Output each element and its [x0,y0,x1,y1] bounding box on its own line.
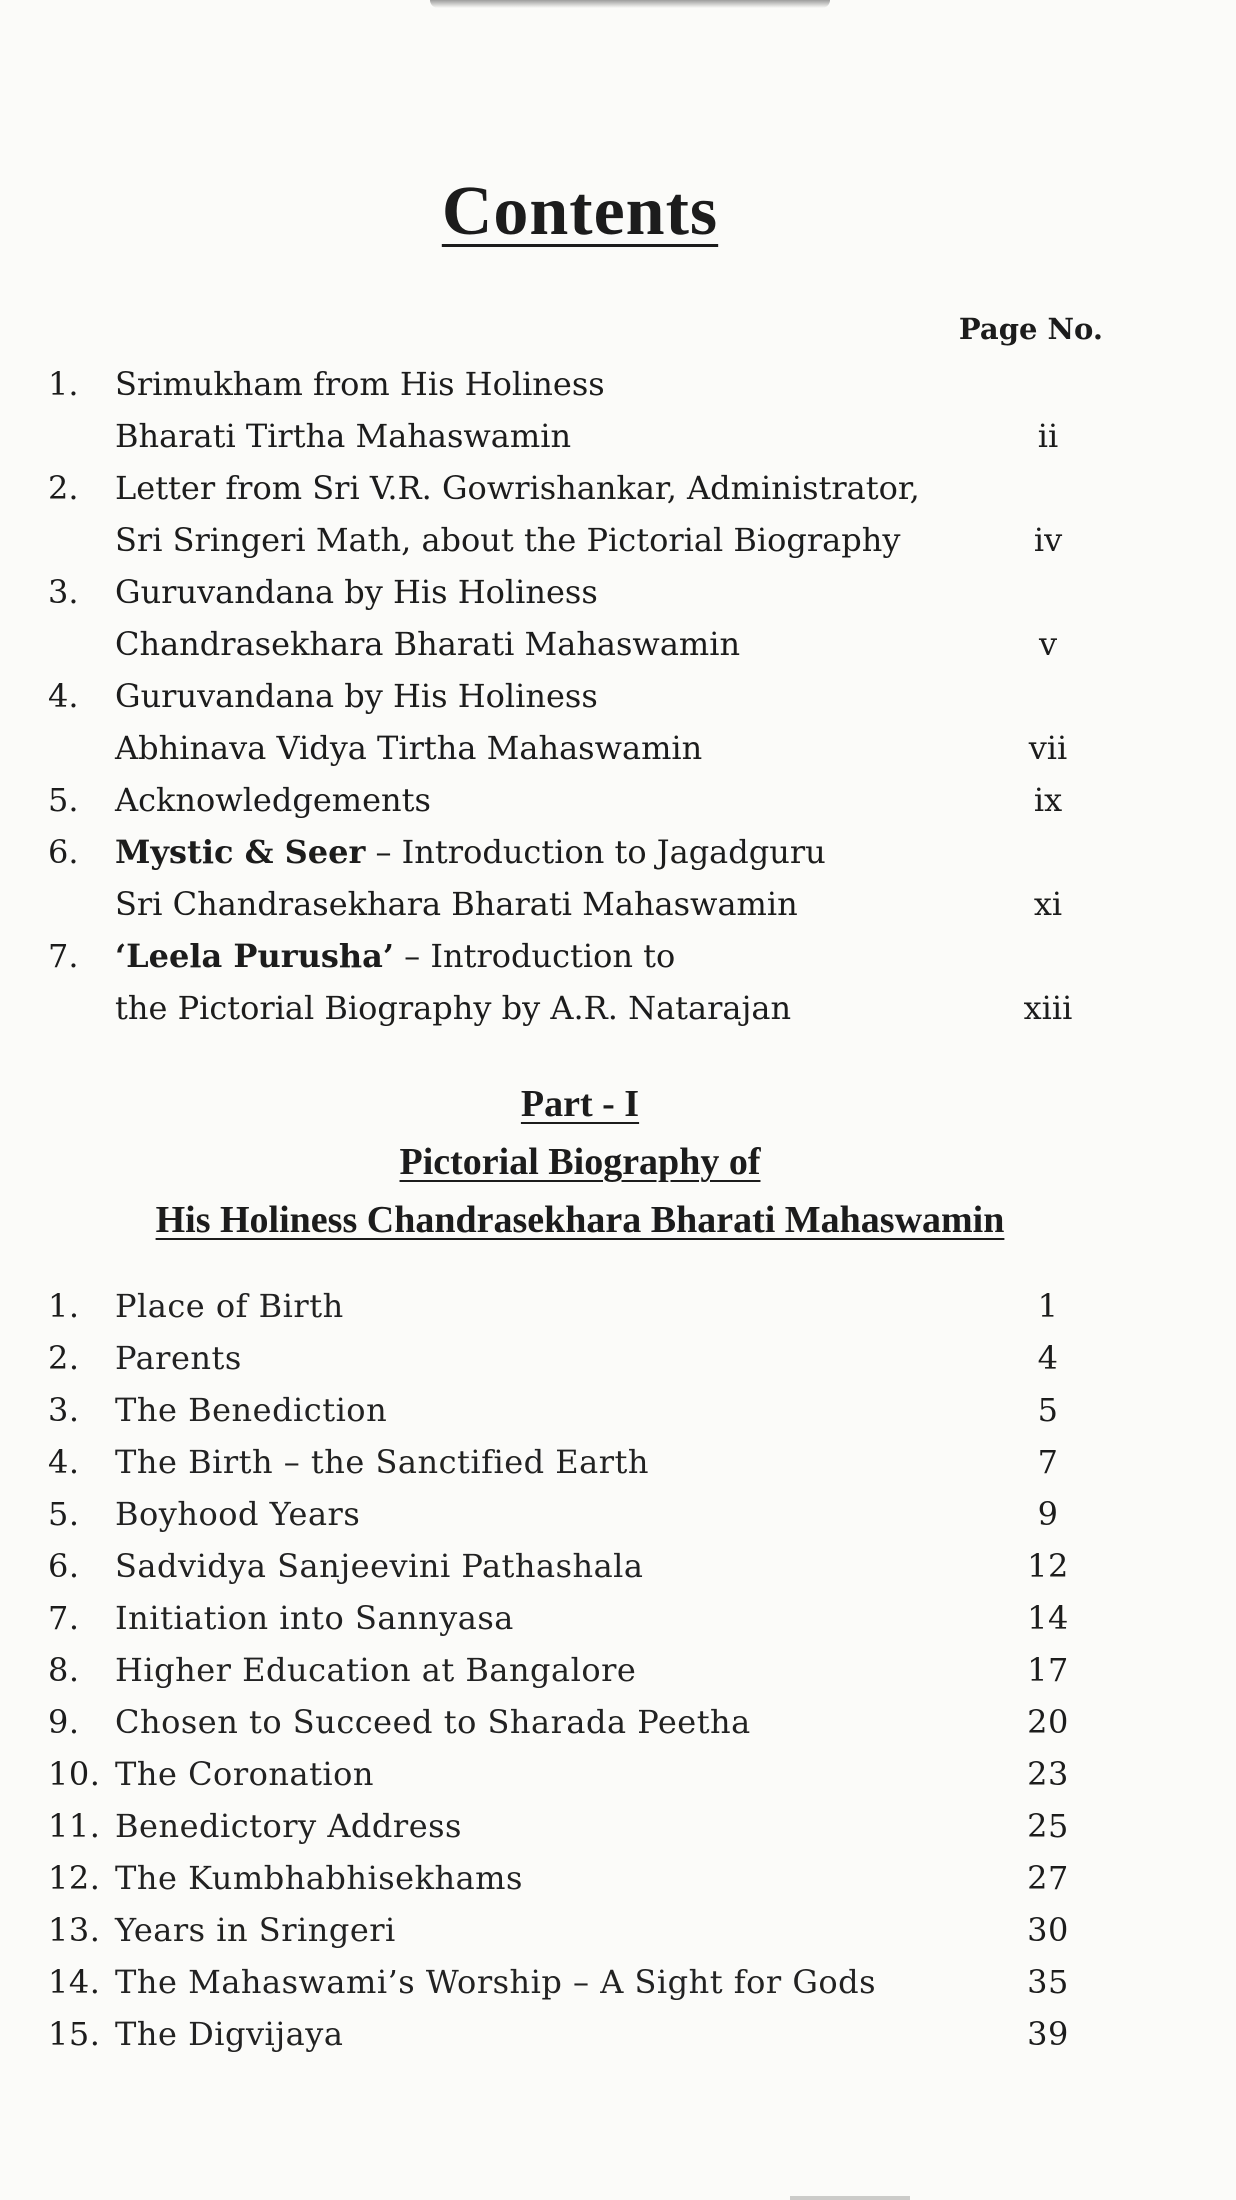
toc-entry [0,1540,1236,1592]
entry-number: 7. [48,937,79,975]
entry-number: 2. [48,469,79,507]
entry-title: Guruvandana by His Holiness [115,677,598,715]
entry-page: 23 [1027,1755,1069,1793]
entry-number: 2. [48,1339,80,1377]
entry-title: The Kumbhabhisekhams [115,1859,523,1897]
entry-title: The Mahaswami’s Worship – A Sight for Gods [115,1963,877,2001]
entry-title: Letter from Sri V.R. Gowrishankar, Administrator, [115,469,920,507]
page-edge-shadow [430,0,830,8]
entry-page: ii [1037,417,1059,455]
entry-number: 12. [48,1859,101,1897]
entry-number: 4. [48,677,79,715]
entry-page: 1 [1037,1287,1059,1325]
part1-list [0,1280,1236,2060]
entry-page: 35 [1027,1963,1069,2001]
toc-entry-continued [0,722,1236,774]
entry-page: vii [1028,729,1068,767]
entry-page: 5 [1037,1391,1059,1429]
entry-title-rest: – Introduction to Jagadguru [365,833,826,871]
toc-entry [0,1384,1236,1436]
entry-page: 30 [1027,1911,1069,1949]
toc-entry [0,1644,1236,1696]
toc-entry [0,566,1236,618]
entry-page: xi [1033,885,1063,923]
toc-entry [0,1280,1236,1332]
entry-title: Place of Birth [115,1287,344,1325]
entry-title: Bharati Tirtha Mahaswamin [115,417,572,455]
toc-entry [0,826,1236,878]
entry-title [115,826,826,878]
entry-title: The Birth – the Sanctified Earth [115,1443,649,1481]
entry-page: 20 [1027,1703,1069,1741]
entry-page: v [1038,625,1058,663]
entry-title: the Pictorial Biography by A.R. Natarajan [115,989,792,1027]
entry-page: 39 [1027,2015,1069,2053]
entry-page: 9 [1037,1495,1059,1533]
toc-entry-continued [0,878,1236,930]
toc-entry [0,1852,1236,1904]
entry-page: 14 [1027,1599,1069,1637]
entry-number: 13. [48,1911,101,1949]
toc-entry [0,358,1236,410]
entry-title: Chandrasekhara Bharati Mahaswamin [115,625,741,663]
toc-entry [0,1800,1236,1852]
part-heading-name: His Holiness Chandrasekhara Bharati Mahaswamin [155,1199,1005,1241]
entry-page: 17 [1027,1651,1069,1689]
entry-title: Acknowledgements [115,781,431,819]
entry-title-bold: Mystic & Seer [115,833,366,871]
page-edge-shadow [790,2196,910,2200]
entry-number: 14. [48,1963,101,2001]
front-matter-list [0,358,1236,1034]
entry-page: 4 [1037,1339,1059,1377]
entry-title: Abhinava Vidya Tirtha Mahaswamin [115,729,703,767]
entry-page: 12 [1027,1547,1069,1585]
entry-page: 7 [1037,1443,1059,1481]
entry-page: 27 [1027,1859,1069,1897]
entry-title: Parents [115,1339,242,1377]
toc-entry [0,1748,1236,1800]
toc-entry [0,1696,1236,1748]
entry-title: Sri Sringeri Math, about the Pictorial Biography [115,521,901,559]
toc-entry [0,930,1236,982]
toc-entry-continued [0,514,1236,566]
entry-number: 4. [48,1443,80,1481]
entry-title: The Coronation [115,1755,375,1793]
entry-title: Chosen to Succeed to Sharada Peetha [115,1703,751,1741]
toc-entry [0,462,1236,514]
entry-number: 9. [48,1703,80,1741]
entry-number: 7. [48,1599,80,1637]
entry-number: 15. [48,2015,101,2053]
entry-title: Boyhood Years [115,1495,361,1533]
toc-entry [0,1592,1236,1644]
entry-title-bold: ‘Leela Purusha’ [115,937,394,975]
toc-entry-continued [0,410,1236,462]
page-number-column-header: Page No. [958,312,1103,346]
part-heading-subtitle: Pictorial Biography of [399,1141,761,1183]
toc-entry-continued [0,982,1236,1034]
entry-page: 25 [1027,1807,1069,1845]
entry-number: 5. [48,781,79,819]
toc-entry [0,1436,1236,1488]
entry-title: The Benediction [115,1391,388,1429]
entry-number: 6. [48,1547,80,1585]
entry-title: The Digvijaya [115,2015,344,2053]
page-title: Contents [441,173,719,250]
entry-page: iv [1033,521,1063,559]
entry-title: Benedictory Address [115,1807,462,1845]
entry-page: xiii [1023,989,1073,1027]
entry-title: Initiation into Sannyasa [115,1599,514,1637]
part-heading-label: Part - I [520,1083,640,1125]
toc-entry [0,1956,1236,2008]
entry-number: 3. [48,1391,80,1429]
toc-entry-continued [0,618,1236,670]
entry-number: 8. [48,1651,80,1689]
entry-number: 10. [48,1755,101,1793]
entry-title: Sadvidya Sanjeevini Pathashala [115,1547,644,1585]
entry-title-rest: – Introduction to [394,937,676,975]
toc-entry [0,774,1236,826]
entry-title: Srimukham from His Holiness [115,365,605,403]
toc-entry [0,1332,1236,1384]
entry-number: 1. [48,1287,80,1325]
toc-entry [0,1904,1236,1956]
entry-number: 11. [48,1807,101,1845]
entry-number: 1. [48,365,79,403]
entry-title: Years in Sringeri [115,1911,396,1949]
entry-title: Sri Chandrasekhara Bharati Mahaswamin [115,885,798,923]
toc-entry [0,2008,1236,2060]
entry-number: 5. [48,1495,80,1533]
toc-entry [0,670,1236,722]
entry-page: ix [1033,781,1063,819]
entry-number: 3. [48,573,79,611]
entry-title: Guruvandana by His Holiness [115,573,598,611]
entry-title: Higher Education at Bangalore [115,1651,637,1689]
entry-number: 6. [48,833,79,871]
toc-entry [0,1488,1236,1540]
entry-title [115,930,675,982]
